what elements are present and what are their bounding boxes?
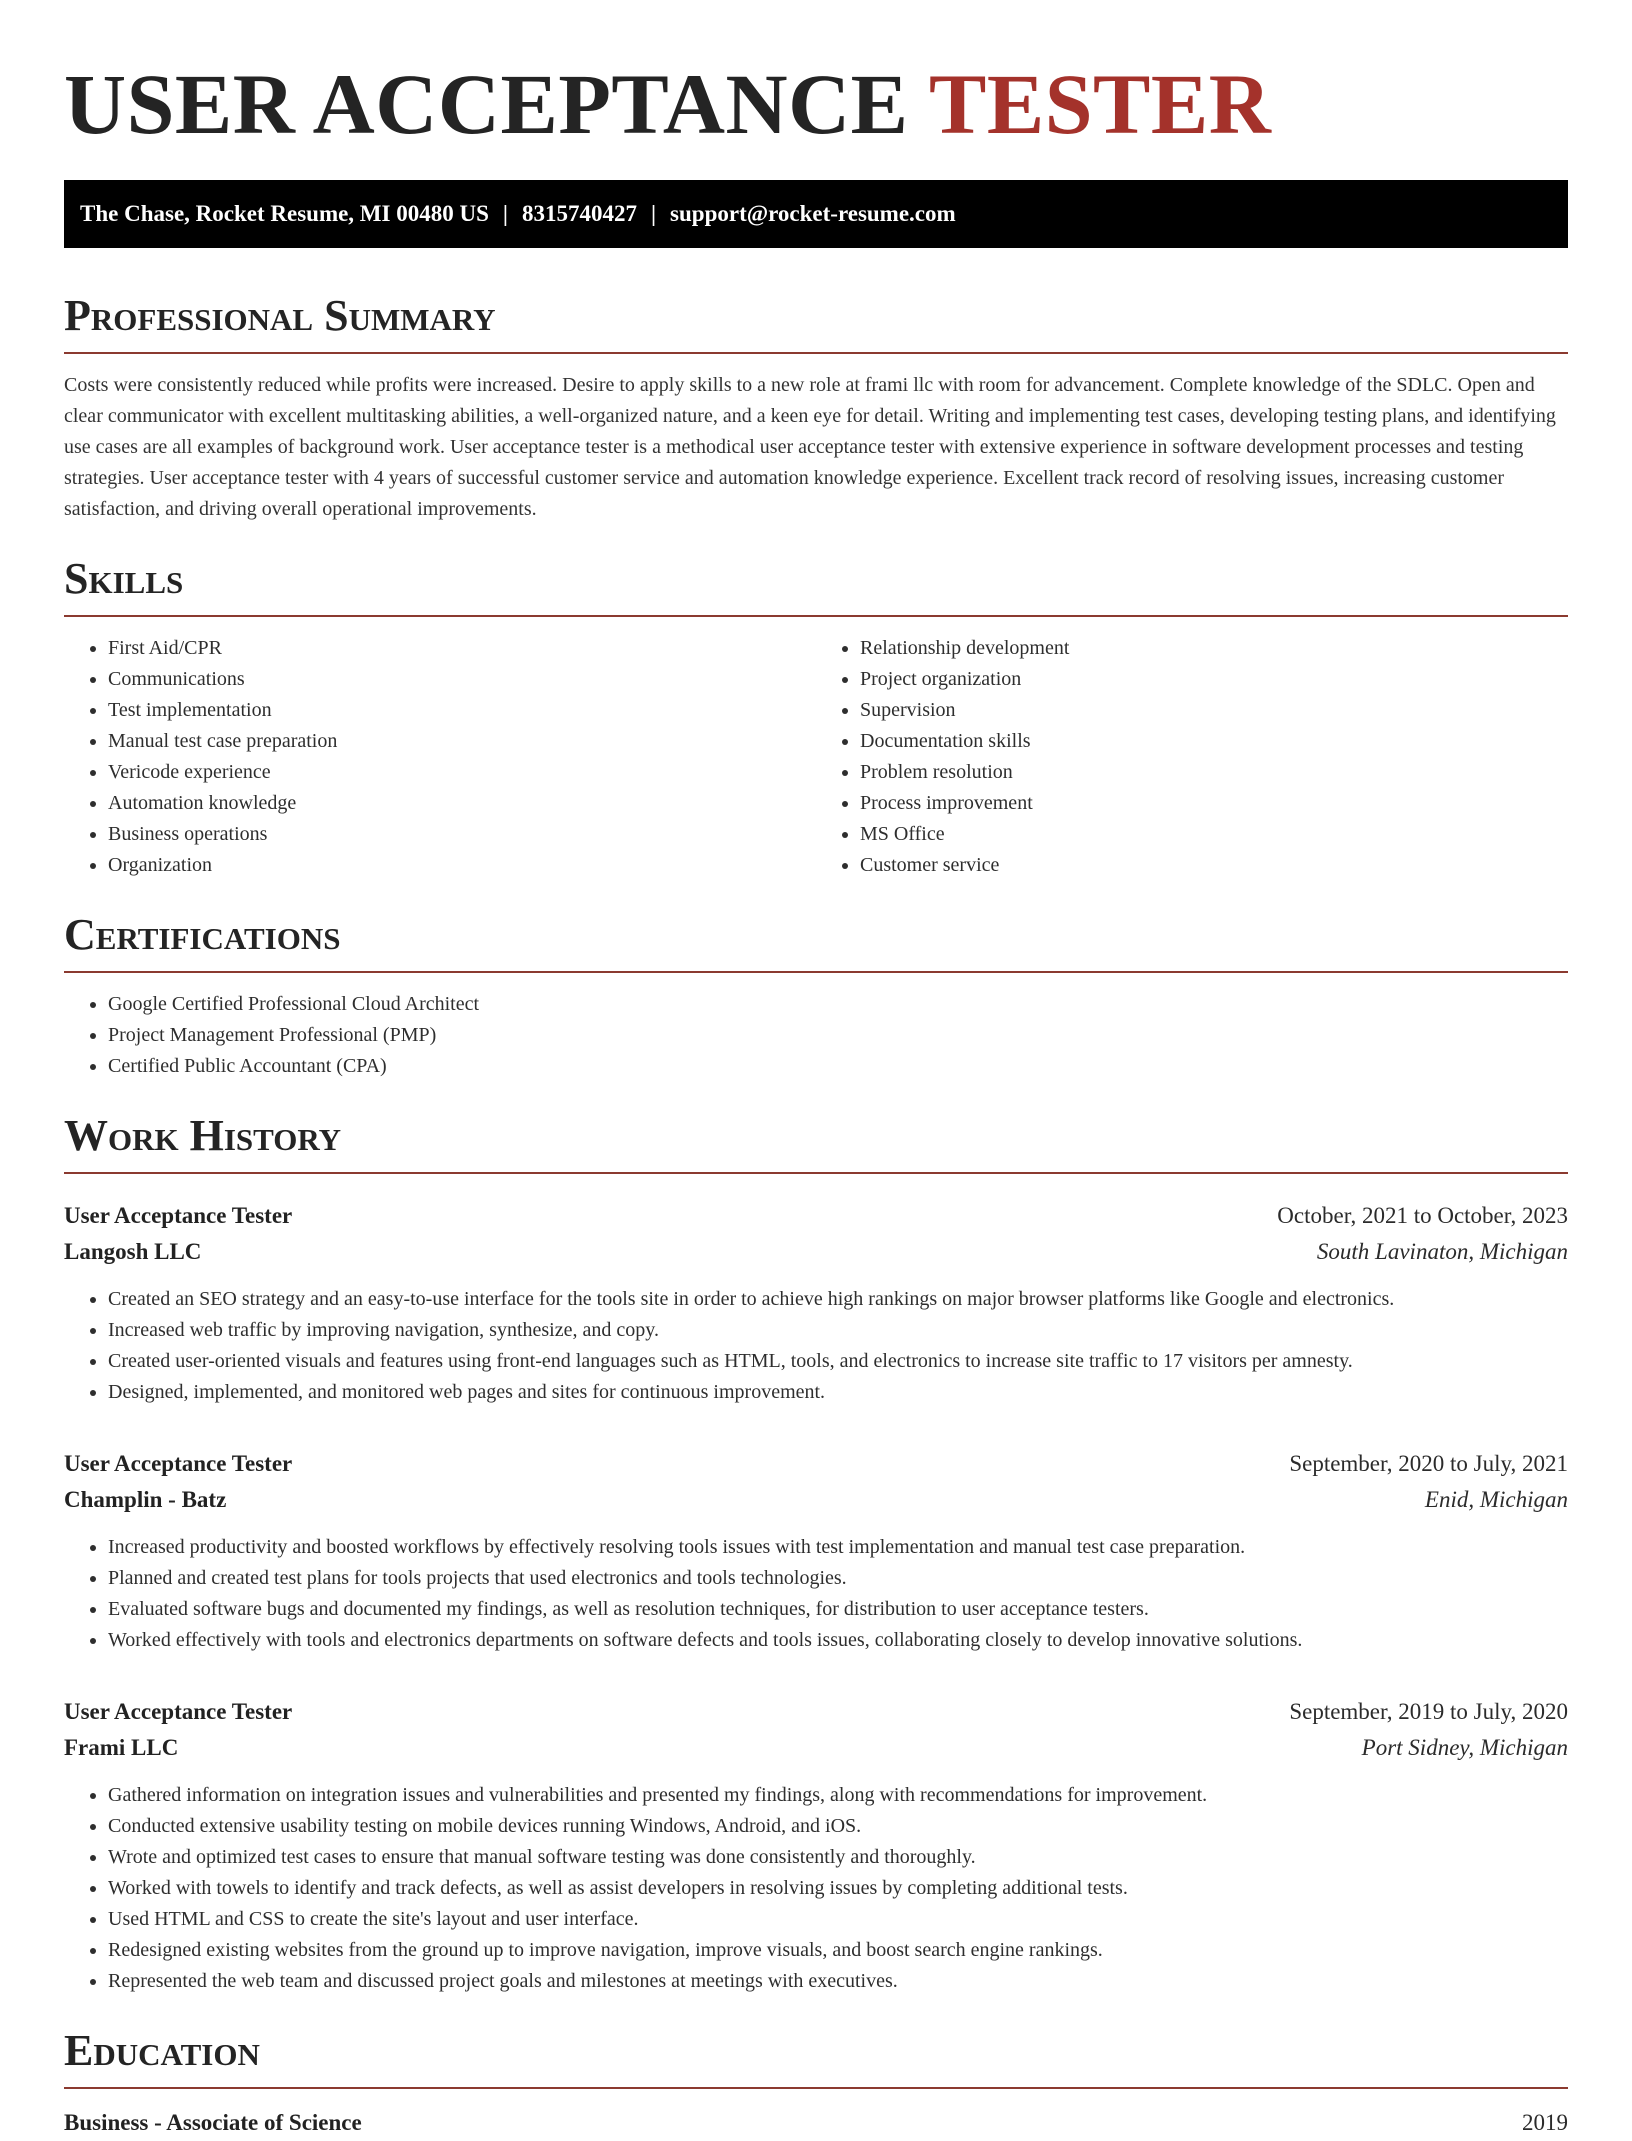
skill-item: • MS Office: [860, 819, 1568, 850]
skill-item: • Manual test case preparation: [108, 726, 816, 757]
skill-item: • Test implementation: [108, 695, 816, 726]
job-title: User Acceptance Tester: [64, 1203, 293, 1228]
skill-item: • Vericode experience: [108, 757, 816, 788]
skills-heading: Skills: [64, 555, 1568, 617]
job-bullet: • Increased productivity and boosted workflows by effectively resolving tools issues with test implementation and manual test case preparation.: [108, 1532, 1568, 1563]
job-bullet: • Created an SEO strategy and an easy-to-use interface for the tools site in order to achieve high rankings on major browser platforms like Google and electronics.: [108, 1284, 1568, 1315]
job-entry: [64, 1446, 1568, 1656]
job-dates: October, 2021 to October, 2023: [1277, 1203, 1568, 1228]
skill-item: • Automation knowledge: [108, 788, 816, 819]
job-company: Langosh LLC: [64, 1239, 202, 1264]
education-degree: Business - Associate of Science: [64, 2110, 362, 2135]
skill-item: • Relationship development: [860, 633, 1568, 664]
job-bullet: • Redesigned existing websites from the ground up to improve navigation, improve visuals, and boost search engine rankings.: [108, 1935, 1568, 1966]
skill-item: • Project organization: [860, 664, 1568, 695]
job-company-row: [64, 1234, 1568, 1270]
skill-item: • Supervision: [860, 695, 1568, 726]
job-dates: September, 2019 to July, 2020: [1289, 1699, 1568, 1724]
job-title: User Acceptance Tester: [64, 1699, 293, 1724]
job-location: Port Sidney, Michigan: [1361, 1735, 1568, 1760]
contact-email: support@rocket-resume.com: [670, 201, 956, 226]
summary-heading: Professional Summary: [64, 292, 1568, 354]
job-bullet: • Designed, implemented, and monitored web pages and sites for continuous improvement.: [108, 1377, 1568, 1408]
contact-bar: [64, 180, 1568, 248]
contact-address: The Chase, Rocket Resume, MI 00480 US: [80, 201, 489, 226]
job-entry: [64, 1694, 1568, 1997]
job-bullet: • Wrote and optimized test cases to ensure that manual software testing was done consistently and thoroughly.: [108, 1842, 1568, 1873]
resume-name: [64, 58, 1568, 150]
job-entry: [64, 1198, 1568, 1408]
skill-item: • Customer service: [860, 850, 1568, 881]
job-bullets: [64, 1284, 1568, 1408]
job-company-row: [64, 1482, 1568, 1518]
skill-item: • Documentation skills: [860, 726, 1568, 757]
contact-separator: |: [502, 201, 508, 226]
job-bullet: • Used HTML and CSS to create the site's layout and user interface.: [108, 1904, 1568, 1935]
job-bullet: • Conducted extensive usability testing on mobile devices running Windows, Android, and iOS.: [108, 1811, 1568, 1842]
job-location: South Lavinaton, Michigan: [1316, 1239, 1568, 1264]
skill-item: • Process improvement: [860, 788, 1568, 819]
job-bullets: [64, 1532, 1568, 1656]
job-bullet: • Increased web traffic by improving navigation, synthesize, and copy.: [108, 1315, 1568, 1346]
skill-item: • Organization: [108, 850, 816, 881]
summary-text: Costs were consistently reduced while profits were increased. Desire to apply skills to a new role at frami llc with room for advancement. Complete knowledge of the SDLC. Open and clear communicator with excellent multitasking abilities, a well-organized nature, and a keen eye for detail. Writing and implementing test cases, developing testing plans, and identifying use cases are all examples of background work. User acceptance tester is a methodical user acceptance tester with extensive experience in software development processes and testing strategies. User acceptance tester with 4 years of successful customer service and automation knowledge experience. Excellent track record of resolving issues, increasing customer satisfaction, and driving overall operational improvements.: [64, 374, 1556, 520]
skill-item: • Problem resolution: [860, 757, 1568, 788]
skills-list-left: [64, 633, 816, 881]
job-header-row: [64, 1198, 1568, 1234]
skill-item: • First Aid/CPR: [108, 633, 816, 664]
job-header-row: [64, 1446, 1568, 1482]
certification-item: • Project Management Professional (PMP): [108, 1020, 1568, 1051]
job-bullet: • Worked with towels to identify and track defects, as well as assist developers in resolving issues by completing additional tests.: [108, 1873, 1568, 1904]
certifications-heading: Certifications: [64, 911, 1568, 973]
name-main: USER ACCEPTANCE: [64, 56, 909, 152]
summary-section: [64, 292, 1568, 525]
jobs-container: [64, 1198, 1568, 1997]
skills-section: [64, 555, 1568, 881]
job-bullet: • Created user-oriented visuals and features using front-end languages such as HTML, tools, and electronics to increase site traffic to 17 visitors per amnesty.: [108, 1346, 1568, 1377]
contact-separator: |: [650, 201, 657, 226]
education-entry: [64, 2105, 1568, 2141]
education-heading: Education: [64, 2027, 1568, 2089]
job-bullet: • Worked effectively with tools and electronics departments on software defects and tools issues, collaborating closely to develop innovative solutions.: [108, 1625, 1568, 1656]
job-company-row: [64, 1730, 1568, 1766]
skills-list-right: [816, 633, 1568, 881]
job-dates: September, 2020 to July, 2021: [1289, 1451, 1568, 1476]
job-company: Champlin - Batz: [64, 1487, 227, 1512]
job-bullet: • Represented the web team and discussed project goals and milestones at meetings with executives.: [108, 1966, 1568, 1997]
education-year: 2019: [1522, 2110, 1568, 2135]
skill-item: • Communications: [108, 664, 816, 695]
skills-grid: [64, 617, 1568, 881]
certification-item: • Certified Public Accountant (CPA): [108, 1051, 1568, 1082]
work-history-section: [64, 1112, 1568, 1997]
name-accent: TESTER: [928, 56, 1272, 152]
job-header-row: [64, 1694, 1568, 1730]
certification-item: • Google Certified Professional Cloud Architect: [108, 989, 1568, 1020]
contact-phone: 8315740427: [521, 201, 637, 226]
job-bullet: • Gathered information on integration issues and vulnerabilities and presented my findings, along with recommendations for improvement.: [108, 1780, 1568, 1811]
work-history-heading: Work History: [64, 1112, 1568, 1174]
certifications-list: [64, 989, 1568, 1082]
job-bullet: • Planned and created test plans for tools projects that used electronics and tools technologies.: [108, 1563, 1568, 1594]
job-company: Frami LLC: [64, 1735, 179, 1760]
skill-item: • Business operations: [108, 819, 816, 850]
job-title: User Acceptance Tester: [64, 1451, 293, 1476]
certifications-section: [64, 911, 1568, 1082]
education-section: [64, 2027, 1568, 2141]
job-bullet: • Evaluated software bugs and documented my findings, as well as resolution techniques, for distribution to user acceptance testers.: [108, 1594, 1568, 1625]
job-bullets: [64, 1780, 1568, 1997]
job-location: Enid, Michigan: [1424, 1487, 1568, 1512]
